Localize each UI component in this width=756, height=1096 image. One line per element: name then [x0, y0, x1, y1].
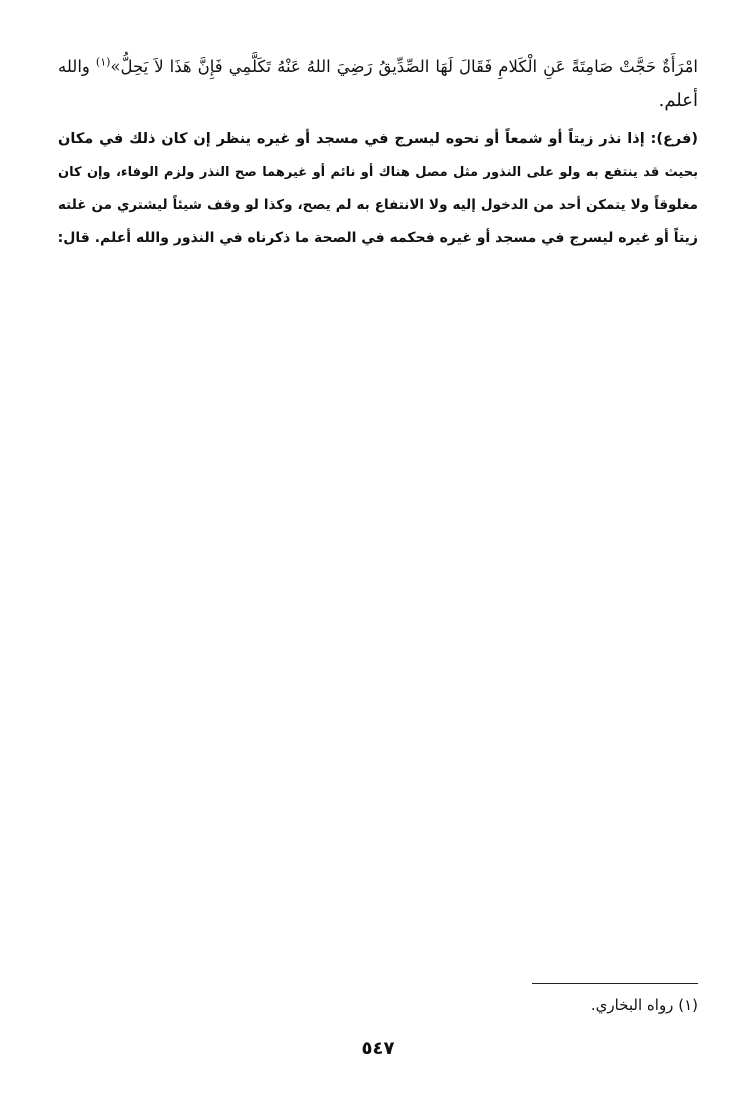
quote-line-2: أعلم.: [658, 90, 698, 111]
hadith-quote: [58, 50, 698, 118]
footnote-reference: (١): [95, 55, 111, 69]
branch-label: (فرع):: [650, 131, 698, 147]
paragraph-line-3: مغلوقاً ولا يتمكن أحد من الدخول إليه ولا الانتفاع به لم يصح، وكذا لو وقف شيئاً ليشتري من غلته: [58, 197, 698, 213]
paragraph-line-4: زيتاً أو غيره ليسرج في مسجد أو غيره فحكمه في الصحة ما ذكرناه في النذور والله أعلم. قال:: [57, 230, 698, 246]
page-number: ٥٤٧: [361, 1038, 395, 1059]
footnote: [591, 996, 698, 1014]
branch-paragraph: [58, 123, 698, 255]
quote-text: امْرَأَةٌ حَجَّتْ صَامِتَةً عَنِ الْكَلامِ فَقَالَ لَهَا الصِّدِّيقُ رَضِيَ اللهُ عَنْهُ تَكَلَّمِي فَإِنَّ هَذَا لاَ يَحِلُّ»: [110, 57, 698, 76]
paragraph-line-1-text: إذا نذر زيتاً أو شمعاً أو نحوه ليسرج في مسجد أو غيره ينظر إن كان ذلك في مكان: [58, 131, 645, 147]
paragraph-line-2: بحيث قد ينتفع به ولو على النذور مثل مصل هناك أو نائم أو غيرهما صح النذر ولزم الوفاء، وإن كان: [58, 165, 698, 180]
paragraph-line-1: [58, 123, 698, 156]
footnote-text: رواه البخاري.: [590, 996, 674, 1014]
footnote-divider: [532, 983, 698, 984]
quote-line-1: [58, 50, 698, 84]
quote-line-end: والله: [58, 57, 90, 76]
footnote-number: (١): [678, 996, 698, 1014]
